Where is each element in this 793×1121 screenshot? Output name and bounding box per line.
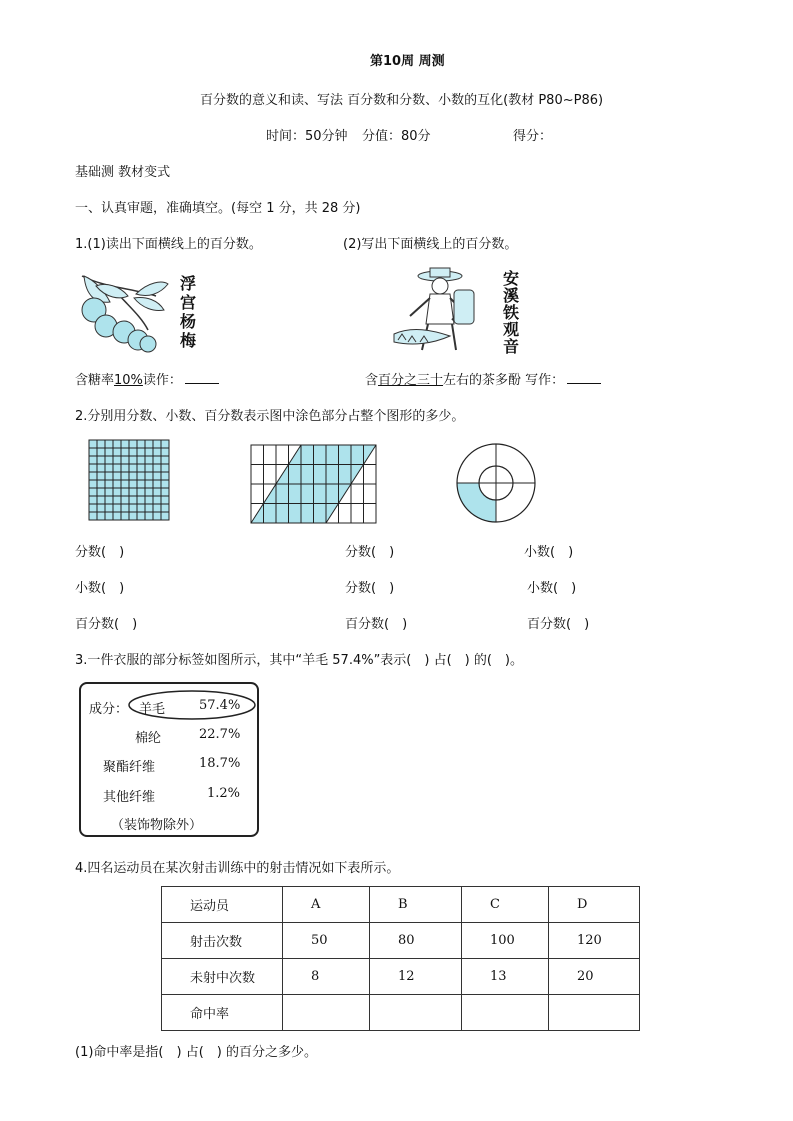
q2-prompt: 2.分别用分数、小数、百分数表示图中涂色部分占整个图形的多少。 [75,409,465,424]
q1-left-line: 含糖率10%读作： [75,369,219,388]
table-cell: B [370,887,462,923]
table-row [162,995,640,1031]
table-header-row [162,887,640,923]
part1-heading: 一、认真审题，准确填空。(每空 1 分，共 28 分) [75,201,361,216]
label-row-name: 聚酯纤维 [103,760,156,775]
tea-picker-illustration [392,264,488,354]
table-cell: D [549,887,640,923]
answer-cell[interactable] [370,995,462,1031]
fig2-percent[interactable]: 百分数( ) [345,617,408,632]
time-label: 时间：50分钟 [266,129,348,144]
label-row-value: 18.7% [199,756,241,771]
label-row-value: 1.2% [207,786,241,801]
answer-blank[interactable] [185,371,219,384]
table-row [162,959,640,995]
label-note: （装饰物除外） [111,818,203,833]
page-title: 第10周 周测 [370,54,445,69]
table-cell: 未射中次数 [162,959,283,995]
bayberry-illustration [76,268,176,356]
answer-cell[interactable] [283,995,370,1031]
label-row-name: 棉纶 [135,731,162,746]
label-row-value: 22.7% [199,727,241,742]
answer-blank[interactable] [567,371,601,384]
table-cell: 命中率 [162,995,283,1031]
bayberry-vertical-text: 浮 宫 杨 梅 [180,274,197,350]
table-cell: 80 [370,923,462,959]
fig3-decimal[interactable]: 小数( ) [524,545,574,560]
fig1-decimal[interactable]: 小数( ) [75,581,125,596]
q1-right-line: 含百分之三十左右的茶多酚 写作： [365,369,601,388]
table-cell: 100 [462,923,549,959]
score-label: 分值：80分 [362,129,431,144]
q1-right-prompt: (2)写出下面横线上的百分数。 [343,237,518,252]
table-cell: C [462,887,549,923]
tea-vertical-text: 安 溪 铁 观 音 [503,269,520,356]
label-row-value: 57.4% [199,698,241,713]
fig1-percent[interactable]: 百分数( ) [75,617,138,632]
parallelogram-grid-figure [250,444,378,524]
fig3-percent[interactable]: 百分数( ) [527,617,590,632]
table-cell: 13 [462,959,549,995]
table-cell: 50 [283,923,370,959]
label-row-name: 其他纤维 [103,790,156,805]
ring-figure [455,442,537,524]
fig2-fraction[interactable]: 分数( ) [345,545,395,560]
table-cell: 20 [549,959,640,995]
answer-cell[interactable] [549,995,640,1031]
fig1-fraction[interactable]: 分数( ) [75,545,125,560]
fig3-decimal-repeat[interactable]: 小数( ) [527,581,577,596]
q3-prompt: 3.一件衣服的部分标签如图所示，其中“羊毛 57.4%”表示( ) 占( ) 的( )。 [75,653,523,668]
q1-left-prompt: 1.(1)读出下面横线上的百分数。 [75,237,262,252]
section-heading: 基础测 教材变式 [75,165,171,180]
table-cell: 射击次数 [162,923,283,959]
clothing-label [79,682,259,837]
hundred-grid-figure [88,439,170,521]
table-cell: 12 [370,959,462,995]
table-cell: 8 [283,959,370,995]
answer-cell[interactable] [462,995,549,1031]
got-label: 得分： [513,129,553,144]
fig2-fraction-repeat[interactable]: 分数( ) [345,581,395,596]
shooting-table [161,886,640,1031]
page-subtitle: 百分数的意义和读、写法 百分数和分数、小数的互化(教材 P80~P86) [200,93,604,108]
q4-sub1: (1)命中率是指( ) 占( ) 的百分之多少。 [75,1045,317,1060]
label-title: 成分： [89,702,129,717]
table-cell: A [283,887,370,923]
table-cell: 120 [549,923,640,959]
table-row [162,923,640,959]
label-row-name: 羊毛 [139,702,166,717]
q4-prompt: 4.四名运动员在某次射击训练中的射击情况如下表所示。 [75,861,400,876]
table-cell: 运动员 [162,887,283,923]
